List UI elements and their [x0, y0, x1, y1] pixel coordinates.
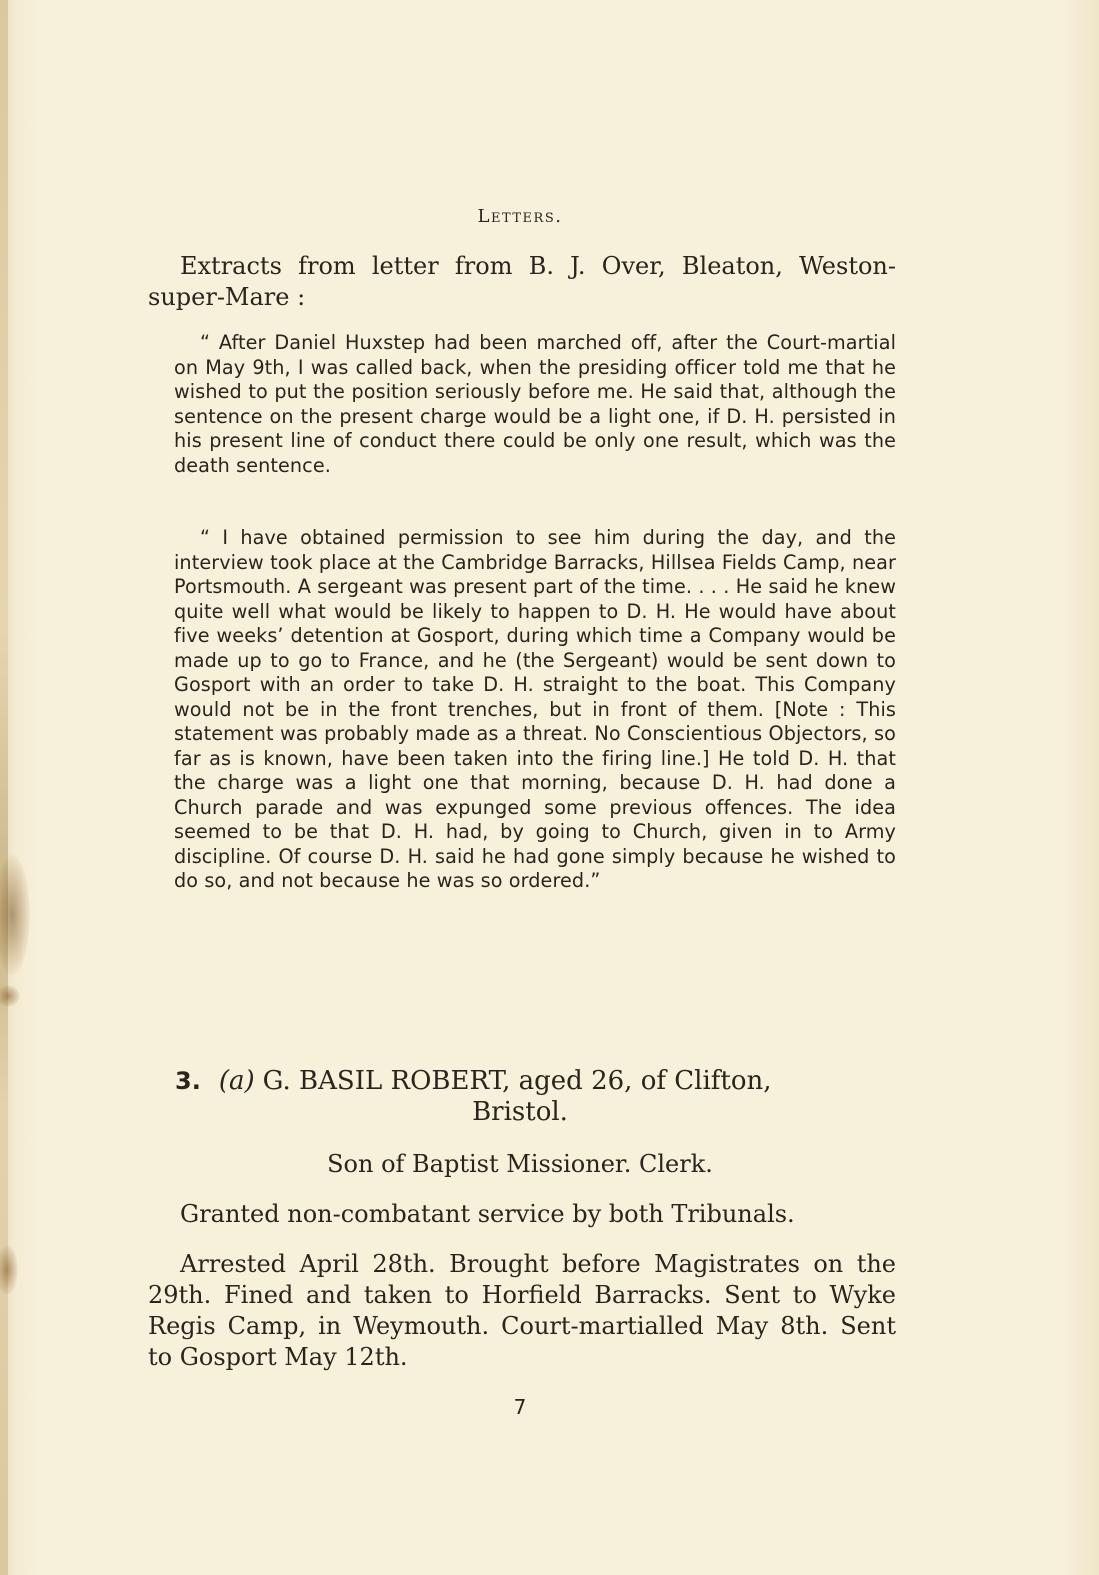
- intro-paragraph: Extracts from letter from B. J. Over, Bleaton, Weston-super-Mare :: [148, 252, 896, 311]
- entry-number: 3.: [175, 1067, 201, 1095]
- entry-title-continuation: Bristol.: [472, 1097, 568, 1127]
- arrest-paragraph: Arrested April 28th. Brought before Magistrates on the 29th. Fined and taken to Horfield Barracks. Sent to Wyke Regis Camp, in Weymouth. Court-martialled May 8th. Sent to Gosport May 12th.: [148, 1250, 896, 1371]
- section-heading: Letters.: [477, 206, 563, 227]
- entry-sub-label: (a): [218, 1066, 255, 1096]
- quote-paragraph-2: “ I have obtained permission to see him during the day, and the interview took place at the Cambridge Barracks, Hillsea Fields Camp, near Portsmouth. A sergeant was present part of the time. . . . He said he knew quite well what would be likely to happen to D. H. He would have about five weeks’ detention at Gosport, during which time a Company would be made up to go to France, and he (the Sergeant) would be sent down to Gosport with an order to take D. H. straight to the boat. This Company would not be in the front trenches, but in front of them. [Note : This statement was probably made as a threat. No Conscientious Objectors, so far as is known, have been taken into the firing line.] He told D. H. that the charge was a light one that morning, because D. H. had done a Church parade and was expunged some previous offences. The idea seemed to be that D. H. had, by going to Church, given in to Army discipline. Of course D. H. said he had gone simply because he wished to do so, and not because he was so ordered.”: [174, 526, 896, 892]
- binding-stain: [0, 985, 20, 1007]
- tribunal-line: Granted non-combatant service by both Tribunals.: [180, 1200, 795, 1228]
- page-binding-edge: [0, 0, 8, 1575]
- entry-title: [175, 1065, 895, 1097]
- occupation-line: Son of Baptist Missioner. Clerk.: [327, 1150, 713, 1178]
- page-number: 7: [513, 1395, 527, 1419]
- entry-name: G. BASIL ROBERT, aged 26, of Clifton,: [262, 1066, 772, 1096]
- quote-paragraph-1: “ After Daniel Huxstep had been marched off, after the Court-martial on May 9th, I was called back, when the presiding officer told me that he wished to put the position seriously before me. He said that, although the sentence on the present charge would be a light one, if D. H. persisted in his present line of conduct there could be only one result, which was the death sentence.: [174, 331, 896, 477]
- binding-stain: [0, 1245, 18, 1295]
- binding-stain: [0, 855, 30, 975]
